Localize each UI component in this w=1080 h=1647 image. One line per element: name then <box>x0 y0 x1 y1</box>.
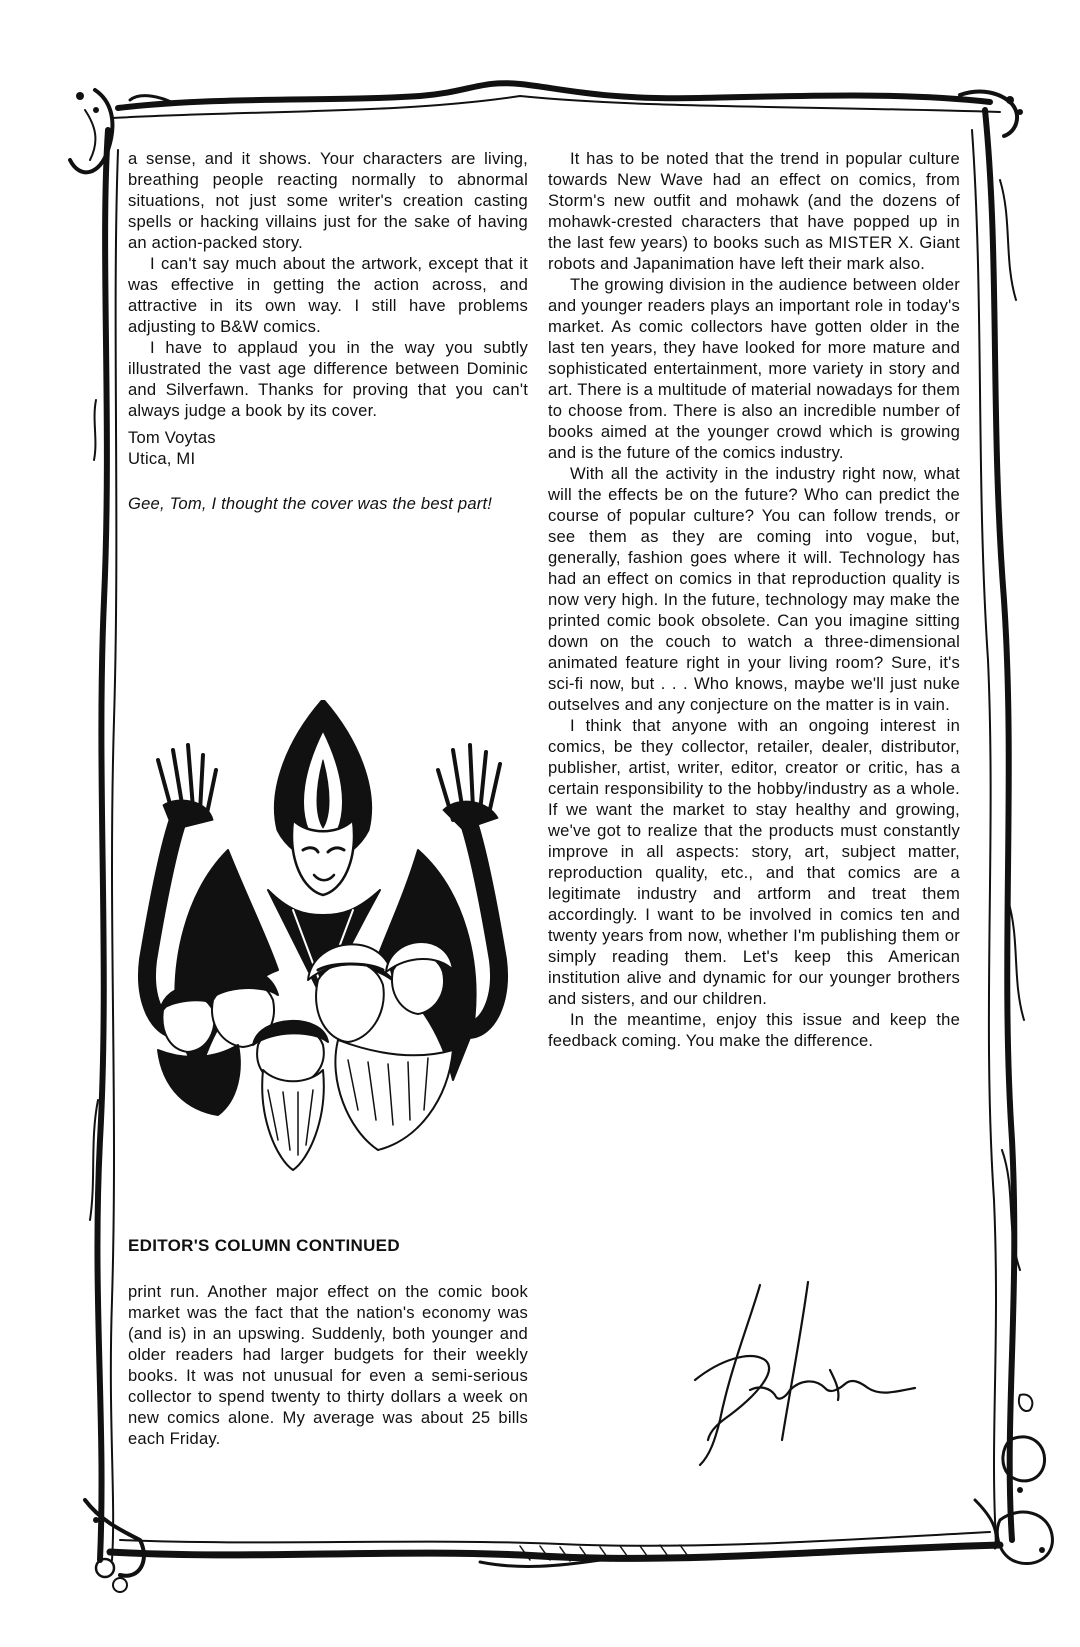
editor-signature <box>690 1280 920 1470</box>
essay-paragraph-4: I think that anyone with an ongoing interest in comics, be they collector, retailer, dealer, distributor, publisher, artist, writer, editor, creator or critic, has a certain responsibility to the hobby/industry as a whole. If we want the market to stay healthy and growing, we've got to realize that the products must constantly improve in all aspects: story, art, subject matter, reproduction quality, etc., and that comics are a legitimate industry and artform and treat them accordingly. I want to be involved in comics ten and twenty years from now, whether I'm publishing them or simply reading them. Let's keep this American institution alive and dynamic for our younger brothers and sisters, and our children. <box>548 716 960 1008</box>
letter-paragraph-3: I have to applaud you in the way you subtly illustrated the vast age difference between Dominic and Silverfawn. Thanks for proving that you can't always judge a book by its cover. <box>128 338 528 420</box>
character-group-illustration <box>118 700 538 1190</box>
letter-paragraph-2: I can't say much about the artwork, except that it was effective in getting the action across, and attractive in its own way. I still have problems adjusting to B&W comics. <box>128 254 528 336</box>
essay-paragraph-2: The growing division in the audience between older and younger readers plays an important role in today's market. As comic collectors have gotten older in the last ten years, they have looked for more mature and sophisticated entertainment, more variety in story and art. There is a multitude of material nowadays for them to choose from. There is also an incredible number of books aimed at the younger crowd which is growing and is the future of the comics industry. <box>548 275 960 462</box>
letter-signature-block <box>128 427 528 469</box>
essay-paragraph-1: It has to be noted that the trend in popular culture towards New Wave had an effect on comics, from Storm's new outfit and mohawk (and the dozens of mohawk-crested characters that have popped up in the last few years) to books such as MISTER X. Giant robots and Japanimation have left their mark also. <box>548 149 960 273</box>
editors-column-continued <box>128 1281 528 1449</box>
letter-author-name: Tom Voytas <box>128 428 216 447</box>
editors-essay <box>548 148 960 1051</box>
reader-letter <box>128 148 528 514</box>
editors-column-heading: EDITOR'S COLUMN CONTINUED <box>128 1236 400 1255</box>
letter-author-location: Utica, MI <box>128 449 196 468</box>
editors-column-paragraph: print run. Another major effect on the comic book market was the fact that the nation's economy was (and is) in an upswing. Suddenly, both younger and older readers had larger budgets for their weekly books. It was not unusual for even a semi-serious collector to spend twenty to thirty dollars a week on new comics alone. My average was about 25 bills each Friday. <box>128 1282 528 1448</box>
letter-paragraph-1: a sense, and it shows. Your characters are living, breathing people reacting normally to abnormal situations, not just some writer's creation casting spells or hacking villains just for the sake of having an action-packed story. <box>128 149 528 252</box>
essay-paragraph-5: In the meantime, enjoy this issue and keep the feedback coming. You make the difference. <box>548 1010 960 1050</box>
editor-reply: Gee, Tom, I thought the cover was the best part! <box>128 494 493 513</box>
essay-paragraph-3: With all the activity in the industry right now, what will the effects be on the future? Who can predict the course of popular culture? You can follow trends, or see them as they are coming into vogue, but, generally, fashion goes where it will. Technology has had an effect on comics in that reproduction quality is now very high. In the future, technology may make the printed comic book obsolete. Can you imagine sitting down on the couch to watch a three-dimensional animated feature right in your living room? Sure, it's sci-fi now, but . . . Who knows, maybe we'll just nuke outselves and any conjecture on the matter is in vain. <box>548 464 960 714</box>
